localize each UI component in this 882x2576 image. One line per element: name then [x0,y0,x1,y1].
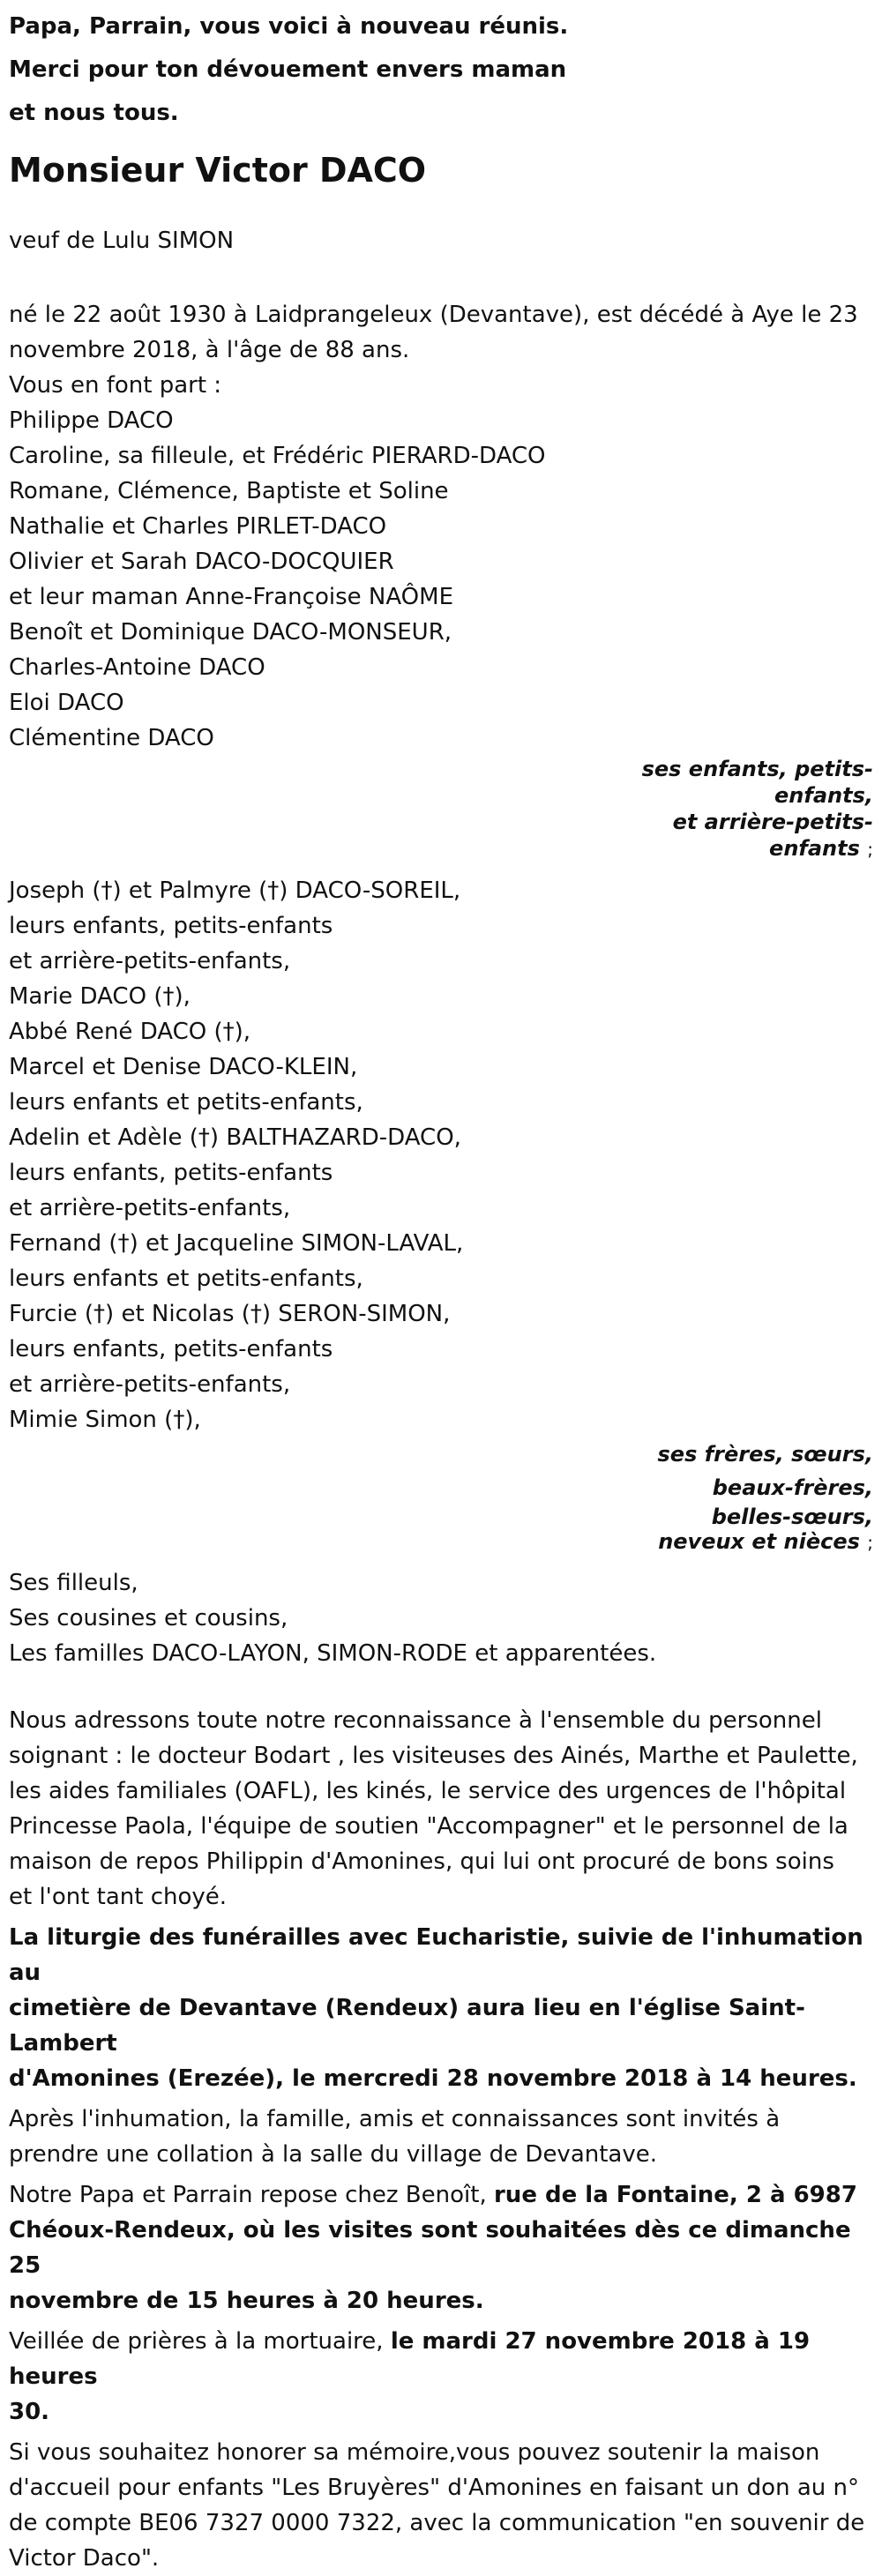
paragraph-line: maison de repos Philippin d'Amonines, qui lui ont procuré de bons soins [9,1848,834,1875]
list-item: et arrière-petits-enfants, [9,1371,291,1398]
list-item: leurs enfants, petits-enfants [9,1336,333,1363]
intro-dedication [9,5,873,135]
vigil-prefix: Veillée de prières à la mortuaire, [9,2328,391,2355]
relation-line: ses frères, sœurs, [657,1442,873,1467]
list-item: leurs enfants et petits-enfants, [9,1266,363,1292]
siblings-relation [9,1437,873,1555]
thanks-paragraph [9,1703,873,1915]
rest-prefix: Notre Papa et Parrain repose chez Benoît, [9,2182,494,2208]
list-item: Les familles DACO-LAYON, SIMON-RODE et apparentées. [9,1640,657,1667]
list-item: Caroline, sa filleule, et Frédéric PIERARD-DACO [9,443,546,469]
paragraph-line: d'accueil pour enfants "Les Bruyères" d'Amonines en faisant un don au n° [9,2475,859,2501]
rest-paragraph [9,2177,873,2318]
announce-label: Vous en font part : [9,372,222,399]
list-item: Charles-Antoine DACO [9,654,265,681]
list-item: Ses filleuls, [9,1570,138,1596]
intro-line: Papa, Parrain, vous voici à nouveau réunis. [9,13,569,40]
list-item: Ses cousines et cousins, [9,1605,288,1631]
rest-address: rue de la Fontaine, 2 à 6987 [493,2182,857,2208]
relation-punct: ; [867,839,873,860]
paragraph-line: 30. [9,2399,50,2425]
siblings-list [9,873,873,1437]
paragraph-line [9,2177,873,2213]
relation-line: beaux-frères, [712,1475,873,1500]
relation-line: belles-sœurs, [711,1505,873,1529]
relation-line: et arrière-petits- [672,810,873,834]
list-item: et leur maman Anne-Françoise NAÔME [9,584,453,610]
list-item: Abbé René DACO (†), [9,1019,251,1045]
paragraph-line: d'Amonines (Erezée), le mercredi 28 novembre 2018 à 14 heures. [9,2065,857,2092]
donation-paragraph [9,2435,873,2576]
paragraph-line: Victor Daco". [9,2545,160,2572]
list-item: Romane, Clémence, Baptiste et Soline [9,478,449,504]
relation-text: enfants [769,836,860,861]
paragraph-line: Si vous souhaitez honorer sa mémoire,vous pouvez soutenir la maison [9,2439,820,2466]
paragraph-line: les aides familiales (OAFL), les kinés, le service des urgences de l'hôpital [9,1778,847,1804]
relation-line: enfants, [774,783,873,808]
list-item: Adelin et Adèle (†) BALTHAZARD-DACO, [9,1124,461,1151]
collation-paragraph [9,2102,873,2172]
list-item: leurs enfants, petits-enfants [9,1160,333,1186]
relation-punct: ; [867,1532,873,1553]
birth-death-line: né le 22 août 1930 à Laidprangeleux (Devantave), est décédé à Aye le 23 [9,302,858,328]
relation-line-last [9,1529,873,1555]
list-item: Marie DACO (†), [9,983,191,1010]
birth-death-info [9,297,873,368]
list-item: Eloi DACO [9,690,124,716]
list-item: Nathalie et Charles PIRLET-DACO [9,513,387,540]
children-relation [9,756,873,862]
list-item: Marcel et Denise DACO-KLEIN, [9,1054,358,1080]
relation-line: ses enfants, petits- [641,757,873,781]
intro-line: et nous tous. [9,100,179,126]
list-item: leurs enfants, petits-enfants [9,913,333,939]
paragraph-line: novembre de 15 heures à 20 heures. [9,2288,484,2314]
paragraph-line: soignant : le docteur Bodart , les visiteuses des Ainés, Marthe et Paulette, [9,1743,858,1769]
list-item: Olivier et Sarah DACO-DOCQUIER [9,549,394,575]
obituary-document [9,0,873,2576]
paragraph-line: Chéoux-Rendeux, où les visites sont souhaitées dès ce dimanche 25 [9,2217,851,2279]
list-item: et arrière-petits-enfants, [9,948,291,974]
paragraph-line: La liturgie des funérailles avec Eucharistie, suivie de l'inhumation au [9,1924,863,1986]
others-list [9,1565,873,1671]
paragraph-line: cimetière de Devantave (Rendeux) aura lieu en l'église Saint-Lambert [9,1995,805,2057]
relation-line-last [9,835,873,862]
vigil-paragraph [9,2324,873,2430]
list-item: et arrière-petits-enfants, [9,1195,291,1221]
paragraph-line: Nous adressons toute notre reconnaissance à l'ensemble du personnel [9,1707,822,1734]
paragraph-line: et l'ont tant choyé. [9,1884,228,1910]
list-item: Furcie (†) et Nicolas (†) SERON-SIMON, [9,1301,451,1327]
list-item: Fernand (†) et Jacqueline SIMON-LAVAL, [9,1230,464,1257]
paragraph-line: prendre une collation à la salle du village de Devantave. [9,2141,658,2168]
list-item: leurs enfants et petits-enfants, [9,1089,363,1116]
children-list [9,403,873,756]
relation-text: neveux et nièces [658,1529,860,1554]
paragraph-line: Après l'inhumation, la famille, amis et connaissances sont invités à [9,2106,781,2132]
paragraph-line [9,2324,873,2394]
liturgy-paragraph [9,1920,873,2096]
vigil-date: le mardi 27 novembre 2018 à 19 heures [9,2328,811,2390]
list-item: Joseph (†) et Palmyre (†) DACO-SOREIL, [9,877,461,904]
list-item: Clémentine DACO [9,725,214,751]
intro-line: Merci pour ton dévouement envers maman [9,56,567,83]
list-item: Benoît et Dominique DACO-MONSEUR, [9,619,452,646]
widower-line: veuf de Lulu SIMON [9,228,235,254]
deceased-name: Monsieur Victor DACO [9,151,427,190]
paragraph-line: de compte BE06 7327 0000 7322, avec la communication "en souvenir de [9,2510,865,2536]
list-item: Philippe DACO [9,407,174,434]
birth-death-line: novembre 2018, à l'âge de 88 ans. [9,337,410,363]
paragraph-line: Princesse Paola, l'équipe de soutien "Accompagner" et le personnel de la [9,1813,848,1840]
list-item: Mimie Simon (†), [9,1407,201,1433]
